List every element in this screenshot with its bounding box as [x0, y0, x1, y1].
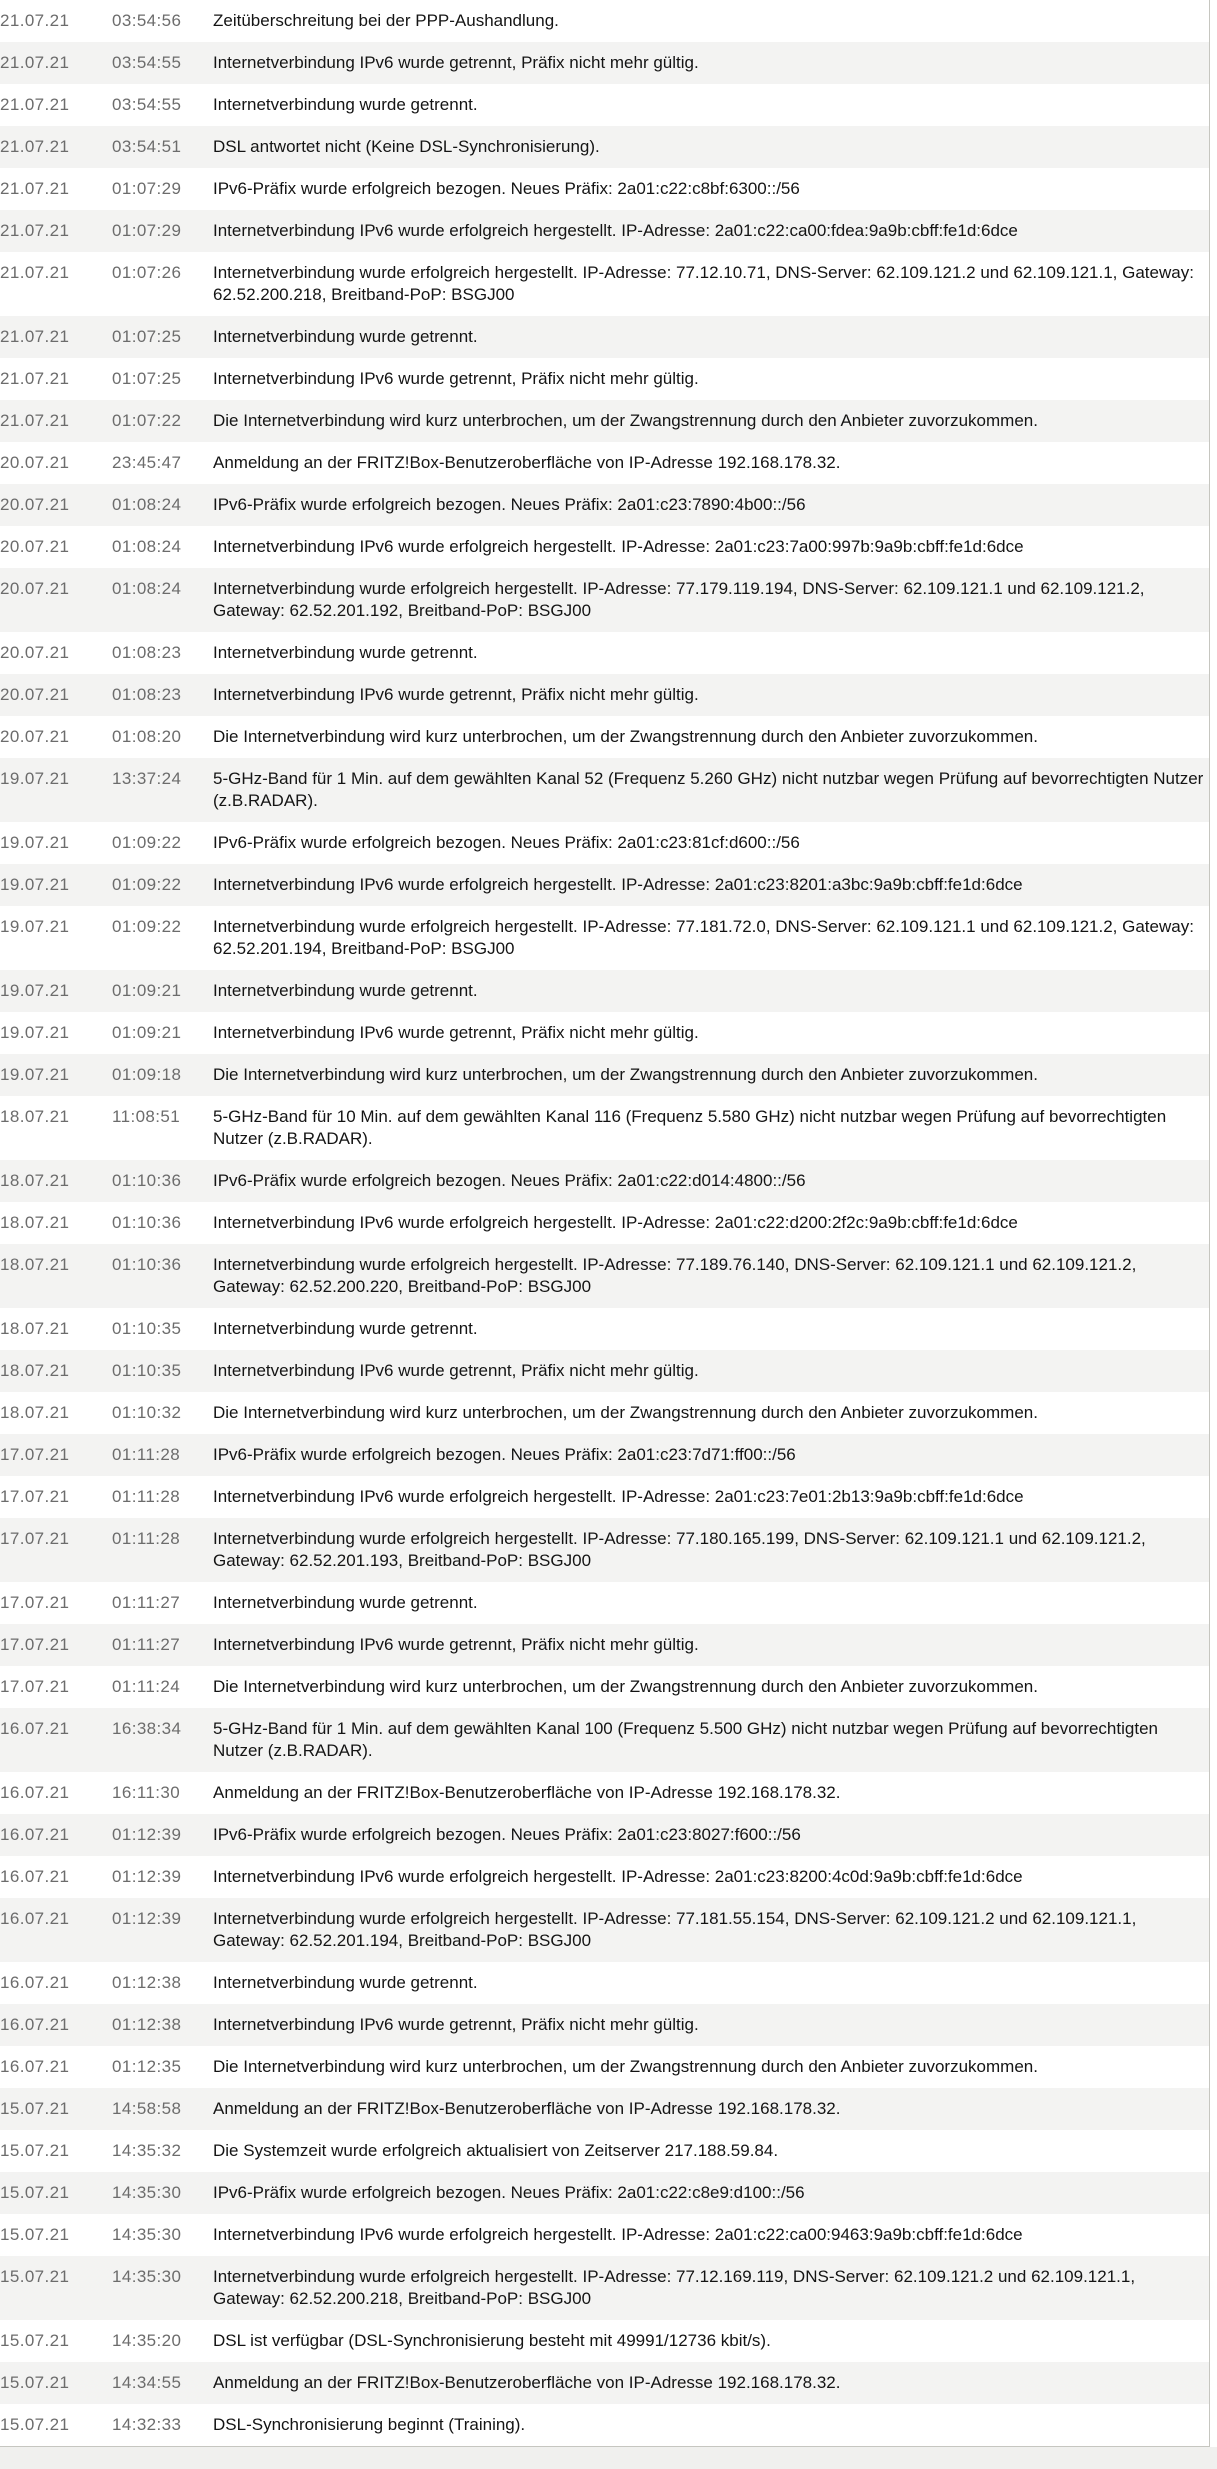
event-time: 01:09:18: [112, 1065, 182, 1084]
log-row: [0, 2172, 1210, 2214]
event-message: Anmeldung an der FRITZ!Box-Benutzeroberfläche von IP-Adresse 192.168.178.32.: [213, 453, 841, 472]
log-row: [0, 2214, 1210, 2256]
event-message: IPv6-Präfix wurde erfolgreich bezogen. Neues Präfix: 2a01:c23:8027:f600::/56: [213, 1825, 801, 1844]
event-date: 16.07.21: [0, 1783, 70, 1802]
log-row: [0, 400, 1210, 442]
log-row: [0, 2046, 1210, 2088]
event-date: 21.07.21: [0, 95, 70, 114]
log-row: [0, 1350, 1210, 1392]
event-date: 15.07.21: [0, 2267, 70, 2286]
log-row: [0, 1054, 1210, 1096]
event-date: 16.07.21: [0, 1909, 70, 1928]
event-message: Anmeldung an der FRITZ!Box-Benutzeroberfläche von IP-Adresse 192.168.178.32.: [213, 2373, 841, 2392]
event-date: 15.07.21: [0, 2141, 70, 2160]
event-message: 5-GHz-Band für 1 Min. auf dem gewählten Kanal 100 (Frequenz 5.500 GHz) nicht nutzbar wegen Prüfung auf bevorrechtigten Nutzer (z.B.RADAR).: [213, 1719, 1158, 1760]
event-message: Die Internetverbindung wird kurz unterbrochen, um der Zwangstrennung durch den Anbieter zuvorzukommen.: [213, 1065, 1038, 1084]
log-row: [0, 864, 1210, 906]
event-message: Internetverbindung IPv6 wurde getrennt, Präfix nicht mehr gültig.: [213, 369, 699, 388]
event-time: 16:38:34: [112, 1719, 182, 1738]
event-date: 16.07.21: [0, 1719, 70, 1738]
log-row: [0, 1708, 1210, 1772]
event-date: 20.07.21: [0, 643, 70, 662]
event-time: 01:10:32: [112, 1403, 182, 1422]
event-time: 01:10:35: [112, 1361, 182, 1380]
log-row: [0, 252, 1210, 316]
log-row: [0, 716, 1210, 758]
event-message: Internetverbindung wurde getrennt.: [213, 1973, 478, 1992]
event-message: Internetverbindung wurde getrennt.: [213, 1319, 478, 1338]
event-time: 01:09:22: [112, 875, 182, 894]
event-message: Internetverbindung IPv6 wurde erfolgreich hergestellt. IP-Adresse: 2a01:c23:7a00:997b:9a9b:cbff:fe1d:6dce: [213, 537, 1024, 556]
page-footer-area: [0, 2447, 1217, 2469]
event-message: Internetverbindung IPv6 wurde erfolgreich hergestellt. IP-Adresse: 2a01:c23:7e01:2b13:9a9b:cbff:fe1d:6dce: [213, 1487, 1024, 1506]
log-row: [0, 1434, 1210, 1476]
event-message: Internetverbindung wurde erfolgreich hergestellt. IP-Adresse: 77.181.72.0, DNS-Server: 62.109.121.1 und 62.109.121.2, Gateway: 62.52.201.194, Breitband-PoP: BSGJ00: [213, 917, 1194, 958]
event-message: Internetverbindung wurde getrennt.: [213, 327, 478, 346]
event-date: 17.07.21: [0, 1487, 70, 1506]
event-message: Internetverbindung IPv6 wurde getrennt, Präfix nicht mehr gültig.: [213, 1635, 699, 1654]
event-date: 20.07.21: [0, 579, 70, 598]
event-message: IPv6-Präfix wurde erfolgreich bezogen. Neues Präfix: 2a01:c23:7890:4b00::/56: [213, 495, 806, 514]
event-date: 21.07.21: [0, 11, 70, 30]
event-time: 14:35:30: [112, 2183, 182, 2202]
event-time: 01:11:28: [112, 1487, 181, 1506]
event-time: 01:12:39: [112, 1825, 182, 1844]
event-message: Internetverbindung IPv6 wurde getrennt, Präfix nicht mehr gültig.: [213, 1023, 699, 1042]
event-message: Die Internetverbindung wird kurz unterbrochen, um der Zwangstrennung durch den Anbieter zuvorzukommen.: [213, 1677, 1038, 1696]
event-time: 03:54:55: [112, 95, 182, 114]
event-date: 20.07.21: [0, 453, 70, 472]
event-date: 20.07.21: [0, 685, 70, 704]
log-row: [0, 2320, 1210, 2362]
log-row: [0, 1962, 1210, 2004]
event-time: 14:35:30: [112, 2225, 182, 2244]
event-time: 01:08:23: [112, 685, 182, 704]
event-time: 14:58:58: [112, 2099, 182, 2118]
event-time: 01:08:20: [112, 727, 182, 746]
event-date: 21.07.21: [0, 327, 70, 346]
event-time: 01:08:24: [112, 495, 182, 514]
event-date: 16.07.21: [0, 2015, 70, 2034]
event-message: Internetverbindung wurde erfolgreich hergestellt. IP-Adresse: 77.181.55.154, DNS-Server: 62.109.121.2 und 62.109.121.1, Gateway: 62.52.201.194, Breitband-PoP: BSGJ00: [213, 1909, 1137, 1950]
event-time: 01:12:38: [112, 2015, 182, 2034]
event-date: 18.07.21: [0, 1171, 70, 1190]
event-time: 01:08:23: [112, 643, 182, 662]
log-row: [0, 1856, 1210, 1898]
event-message: DSL ist verfügbar (DSL-Synchronisierung besteht mit 49991/12736 kbit/s).: [213, 2331, 771, 2350]
event-date: 16.07.21: [0, 2057, 70, 2076]
event-date: 18.07.21: [0, 1107, 70, 1126]
event-message: Internetverbindung IPv6 wurde getrennt, Präfix nicht mehr gültig.: [213, 2015, 699, 2034]
event-message: Die Internetverbindung wird kurz unterbrochen, um der Zwangstrennung durch den Anbieter zuvorzukommen.: [213, 727, 1038, 746]
event-date: 19.07.21: [0, 1023, 70, 1042]
event-message: IPv6-Präfix wurde erfolgreich bezogen. Neues Präfix: 2a01:c23:7d71:ff00::/56: [213, 1445, 796, 1464]
event-time: 16:11:30: [112, 1783, 181, 1802]
event-message: Internetverbindung IPv6 wurde erfolgreich hergestellt. IP-Adresse: 2a01:c22:ca00:fdea:9a9b:cbff:fe1d:6dce: [213, 221, 1018, 240]
log-row: [0, 1582, 1210, 1624]
event-time: 01:09:21: [112, 981, 182, 1000]
event-date: 19.07.21: [0, 1065, 70, 1084]
event-message: Internetverbindung wurde getrennt.: [213, 981, 478, 1000]
event-time: 01:09:21: [112, 1023, 182, 1042]
event-time: 01:10:36: [112, 1171, 182, 1190]
log-row: [0, 822, 1210, 864]
event-date: 20.07.21: [0, 727, 70, 746]
event-date: 16.07.21: [0, 1973, 70, 1992]
event-time: 14:35:32: [112, 2141, 182, 2160]
log-row: [0, 1096, 1210, 1160]
event-message: Die Internetverbindung wird kurz unterbrochen, um der Zwangstrennung durch den Anbieter zuvorzukommen.: [213, 411, 1038, 430]
event-time: 01:08:24: [112, 537, 182, 556]
event-message: Internetverbindung wurde getrennt.: [213, 643, 478, 662]
log-row: [0, 1160, 1210, 1202]
event-time: 01:10:36: [112, 1255, 182, 1274]
event-date: 15.07.21: [0, 2415, 70, 2434]
event-message: Zeitüberschreitung bei der PPP-Aushandlung.: [213, 11, 559, 30]
event-date: 19.07.21: [0, 875, 70, 894]
event-time: 14:32:33: [112, 2415, 182, 2434]
event-message: 5-GHz-Band für 1 Min. auf dem gewählten Kanal 52 (Frequenz 5.260 GHz) nicht nutzbar wegen Prüfung auf bevorrechtigten Nutzer (z.B.RADAR).: [213, 769, 1204, 810]
event-time: 01:08:24: [112, 579, 182, 598]
log-row: [0, 210, 1210, 252]
log-row: [0, 168, 1210, 210]
event-date: 18.07.21: [0, 1255, 70, 1274]
log-row: [0, 484, 1210, 526]
event-time: 01:07:22: [112, 411, 182, 430]
event-time: 01:09:22: [112, 917, 182, 936]
event-time: 01:12:39: [112, 1867, 182, 1886]
event-time: 01:07:26: [112, 263, 182, 282]
event-message: Internetverbindung IPv6 wurde erfolgreich hergestellt. IP-Adresse: 2a01:c22:ca00:9463:9a9b:cbff:fe1d:6dce: [213, 2225, 1023, 2244]
log-row: [0, 2404, 1210, 2447]
event-message: Internetverbindung wurde getrennt.: [213, 1593, 478, 1612]
event-message: DSL antwortet nicht (Keine DSL-Synchronisierung).: [213, 137, 600, 156]
event-time: 13:37:24: [112, 769, 182, 788]
event-message: IPv6-Präfix wurde erfolgreich bezogen. Neues Präfix: 2a01:c23:81cf:d600::/56: [213, 833, 800, 852]
event-time: 01:11:28: [112, 1445, 181, 1464]
event-message: Die Internetverbindung wird kurz unterbrochen, um der Zwangstrennung durch den Anbieter zuvorzukommen.: [213, 2057, 1038, 2076]
event-time: 23:45:47: [112, 453, 182, 472]
log-row: [0, 1012, 1210, 1054]
log-row: [0, 42, 1210, 84]
event-message: Internetverbindung IPv6 wurde getrennt, Präfix nicht mehr gültig.: [213, 53, 699, 72]
event-date: 17.07.21: [0, 1635, 70, 1654]
event-date: 18.07.21: [0, 1361, 70, 1380]
event-time: 01:12:35: [112, 2057, 182, 2076]
log-row: [0, 84, 1210, 126]
log-row: [0, 1518, 1210, 1582]
log-row: [0, 632, 1210, 674]
event-message: Internetverbindung wurde erfolgreich hergestellt. IP-Adresse: 77.179.119.194, DNS-Server: 62.109.121.1 und 62.109.121.2, Gateway: 62.52.201.192, Breitband-PoP: BSGJ00: [213, 579, 1145, 620]
event-date: 16.07.21: [0, 1825, 70, 1844]
log-row: [0, 906, 1210, 970]
log-row: [0, 2088, 1210, 2130]
log-row: [0, 1666, 1210, 1708]
event-date: 17.07.21: [0, 1529, 70, 1548]
event-date: 21.07.21: [0, 137, 70, 156]
event-message: Internetverbindung IPv6 wurde erfolgreich hergestellt. IP-Adresse: 2a01:c23:8200:4c0d:9a9b:cbff:fe1d:6dce: [213, 1867, 1023, 1886]
event-time: 14:34:55: [112, 2373, 182, 2392]
event-date: 21.07.21: [0, 53, 70, 72]
event-date: 16.07.21: [0, 1867, 70, 1886]
log-row: [0, 526, 1210, 568]
event-message: Anmeldung an der FRITZ!Box-Benutzeroberfläche von IP-Adresse 192.168.178.32.: [213, 2099, 841, 2118]
event-date: 15.07.21: [0, 2331, 70, 2350]
event-time: 01:11:27: [112, 1593, 181, 1612]
event-message: Internetverbindung wurde erfolgreich hergestellt. IP-Adresse: 77.12.169.119, DNS-Server: 62.109.121.2 und 62.109.121.1, Gateway: 62.52.200.218, Breitband-PoP: BSGJ00: [213, 2267, 1136, 2308]
event-date: 19.07.21: [0, 981, 70, 1000]
event-time: 14:35:30: [112, 2267, 182, 2286]
log-row: [0, 0, 1210, 42]
log-row: [0, 1624, 1210, 1666]
log-row: [0, 1814, 1210, 1856]
event-date: 20.07.21: [0, 495, 70, 514]
event-date: 21.07.21: [0, 411, 70, 430]
log-row: [0, 674, 1210, 716]
log-row: [0, 316, 1210, 358]
event-message: Die Internetverbindung wird kurz unterbrochen, um der Zwangstrennung durch den Anbieter zuvorzukommen.: [213, 1403, 1038, 1422]
event-time: 14:35:20: [112, 2331, 182, 2350]
event-date: 18.07.21: [0, 1319, 70, 1338]
log-row: [0, 1244, 1210, 1308]
event-message: Die Systemzeit wurde erfolgreich aktualisiert von Zeitserver 217.188.59.84.: [213, 2141, 779, 2160]
log-row: [0, 2256, 1210, 2320]
event-message: Internetverbindung wurde erfolgreich hergestellt. IP-Adresse: 77.180.165.199, DNS-Server: 62.109.121.1 und 62.109.121.2, Gateway: 62.52.201.193, Breitband-PoP: BSGJ00: [213, 1529, 1146, 1570]
log-row: [0, 1772, 1210, 1814]
log-row: [0, 1392, 1210, 1434]
log-row: [0, 1476, 1210, 1518]
event-date: 18.07.21: [0, 1403, 70, 1422]
event-time: 01:11:28: [112, 1529, 181, 1548]
event-time: 03:54:55: [112, 53, 182, 72]
log-row: [0, 2130, 1210, 2172]
event-message: Internetverbindung IPv6 wurde getrennt, Präfix nicht mehr gültig.: [213, 1361, 699, 1380]
log-row: [0, 2362, 1210, 2404]
event-time: 01:07:25: [112, 327, 182, 346]
event-time: 03:54:51: [112, 137, 182, 156]
event-date: 19.07.21: [0, 917, 70, 936]
event-date: 21.07.21: [0, 179, 70, 198]
event-time: 01:10:36: [112, 1213, 182, 1232]
event-time: 01:12:38: [112, 1973, 182, 1992]
log-row: [0, 358, 1210, 400]
event-date: 21.07.21: [0, 369, 70, 388]
event-date: 19.07.21: [0, 833, 70, 852]
event-message: Internetverbindung wurde erfolgreich hergestellt. IP-Adresse: 77.12.10.71, DNS-Server: 62.109.121.2 und 62.109.121.1, Gateway: 62.52.200.218, Breitband-PoP: BSGJ00: [213, 263, 1194, 304]
event-date: 21.07.21: [0, 221, 70, 240]
event-date: 15.07.21: [0, 2225, 70, 2244]
event-time: 01:11:24: [112, 1677, 181, 1696]
event-time: 01:07:29: [112, 179, 182, 198]
event-date: 17.07.21: [0, 1677, 70, 1696]
event-message: Internetverbindung wurde getrennt.: [213, 95, 478, 114]
event-date: 18.07.21: [0, 1213, 70, 1232]
event-time: 01:11:27: [112, 1635, 181, 1654]
event-message: 5-GHz-Band für 10 Min. auf dem gewählten Kanal 116 (Frequenz 5.580 GHz) nicht nutzbar wegen Prüfung auf bevorrechtigten Nutzer (z.B.RADAR).: [213, 1107, 1167, 1148]
event-time: 01:12:39: [112, 1909, 182, 1928]
event-date: 21.07.21: [0, 263, 70, 282]
event-message: Internetverbindung IPv6 wurde getrennt, Präfix nicht mehr gültig.: [213, 685, 699, 704]
event-time: 01:07:25: [112, 369, 182, 388]
event-time: 11:08:51: [112, 1107, 181, 1126]
event-message: Internetverbindung IPv6 wurde erfolgreich hergestellt. IP-Adresse: 2a01:c22:d200:2f2c:9a9b:cbff:fe1d:6dce: [213, 1213, 1018, 1232]
log-row: [0, 568, 1210, 632]
event-time: 01:07:29: [112, 221, 182, 240]
log-row: [0, 442, 1210, 484]
event-message: DSL-Synchronisierung beginnt (Training).: [213, 2415, 526, 2434]
event-message: IPv6-Präfix wurde erfolgreich bezogen. Neues Präfix: 2a01:c22:d014:4800::/56: [213, 1171, 806, 1190]
log-row: [0, 970, 1210, 1012]
event-date: 15.07.21: [0, 2373, 70, 2392]
event-date: 17.07.21: [0, 1593, 70, 1612]
event-message: Anmeldung an der FRITZ!Box-Benutzeroberfläche von IP-Adresse 192.168.178.32.: [213, 1783, 841, 1802]
log-row: [0, 1202, 1210, 1244]
event-message: IPv6-Präfix wurde erfolgreich bezogen. Neues Präfix: 2a01:c22:c8e9:d100::/56: [213, 2183, 805, 2202]
event-date: 17.07.21: [0, 1445, 70, 1464]
log-row: [0, 758, 1210, 822]
log-row: [0, 2004, 1210, 2046]
event-time: 01:10:35: [112, 1319, 182, 1338]
event-date: 20.07.21: [0, 537, 70, 556]
event-time: 01:09:22: [112, 833, 182, 852]
log-row: [0, 126, 1210, 168]
log-row: [0, 1308, 1210, 1350]
event-date: 19.07.21: [0, 769, 70, 788]
event-time: 03:54:56: [112, 11, 182, 30]
event-message: Internetverbindung IPv6 wurde erfolgreich hergestellt. IP-Adresse: 2a01:c23:8201:a3bc:9a9b:cbff:fe1d:6dce: [213, 875, 1023, 894]
log-row: [0, 1898, 1210, 1962]
event-message: Internetverbindung wurde erfolgreich hergestellt. IP-Adresse: 77.189.76.140, DNS-Server: 62.109.121.1 und 62.109.121.2, Gateway: 62.52.200.220, Breitband-PoP: BSGJ00: [213, 1255, 1137, 1296]
event-date: 15.07.21: [0, 2183, 70, 2202]
event-message: IPv6-Präfix wurde erfolgreich bezogen. Neues Präfix: 2a01:c22:c8bf:6300::/56: [213, 179, 800, 198]
event-date: 15.07.21: [0, 2099, 70, 2118]
